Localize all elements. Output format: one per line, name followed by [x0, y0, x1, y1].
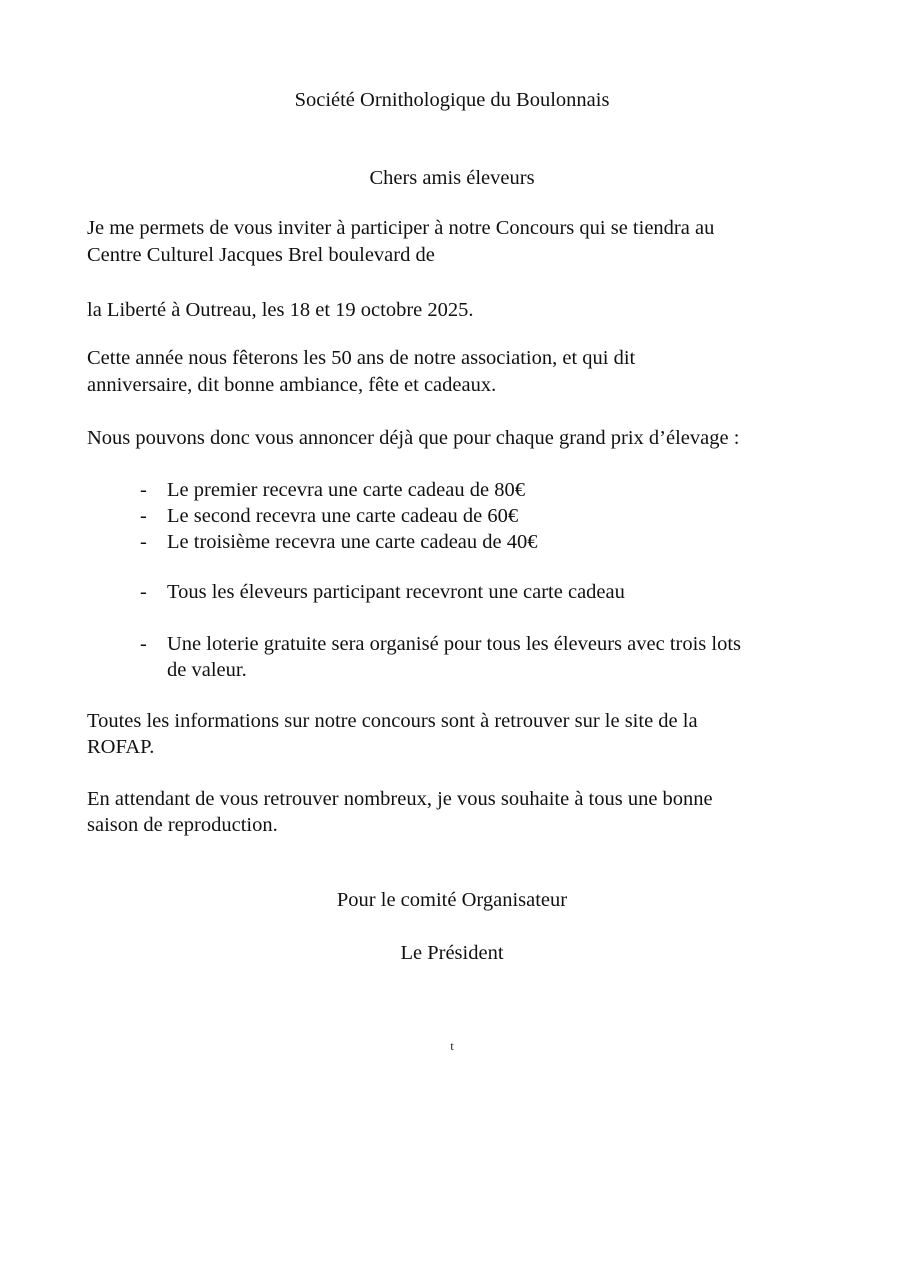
- paragraph-invitation-line-2: Centre Culturel Jacques Brel boulevard de: [87, 244, 435, 266]
- paragraph-info-line-1: Toutes les informations sur notre concours sont à retrouver sur le site de la: [87, 710, 698, 732]
- salutation: Chers amis éleveurs: [369, 167, 535, 189]
- paragraph-invitation-line-1: Je me permets de vous inviter à participer à notre Concours qui se tiendra au: [87, 217, 715, 239]
- bullet-dash: -: [140, 531, 147, 553]
- bullet-dash: -: [140, 505, 147, 527]
- list-item-text: Le premier recevra une carte cadeau de 80€: [167, 479, 525, 501]
- paragraph-info-line-2: ROFAP.: [87, 736, 155, 758]
- list-item-text: Une loterie gratuite sera organisé pour tous les éleveurs avec trois lots: [167, 633, 742, 655]
- signature-title: Le Président: [400, 942, 504, 964]
- bullet-dash: -: [140, 581, 147, 603]
- signature-committee: Pour le comité Organisateur: [336, 889, 568, 911]
- list-item-text: Tous les éleveurs participant recevront une carte cadeau: [167, 581, 625, 603]
- stray-mark: t: [450, 1039, 454, 1053]
- paragraph-anniversary-line-1: Cette année nous fêterons les 50 ans de notre association, et qui dit: [87, 347, 636, 369]
- paragraph-date-location: la Liberté à Outreau, les 18 et 19 octobre 2025.: [87, 299, 474, 321]
- bullet-dash: -: [140, 479, 147, 501]
- bullet-dash: -: [140, 633, 147, 655]
- list-item-text-continuation: de valeur.: [167, 659, 247, 681]
- paragraph-anniversary-line-2: anniversaire, dit bonne ambiance, fête et cadeaux.: [87, 374, 497, 396]
- list-item-text: Le second recevra une carte cadeau de 60€: [167, 505, 519, 527]
- list-item-text: Le troisième recevra une carte cadeau de 40€: [167, 531, 538, 553]
- organization-name: Société Ornithologique du Boulonnais: [294, 89, 610, 111]
- paragraph-closing-line-2: saison de reproduction.: [87, 814, 278, 836]
- paragraph-closing-line-1: En attendant de vous retrouver nombreux, je vous souhaite à tous une bonne: [87, 788, 713, 810]
- paragraph-prizes-intro: Nous pouvons donc vous annoncer déjà que pour chaque grand prix d’élevage :: [87, 427, 740, 449]
